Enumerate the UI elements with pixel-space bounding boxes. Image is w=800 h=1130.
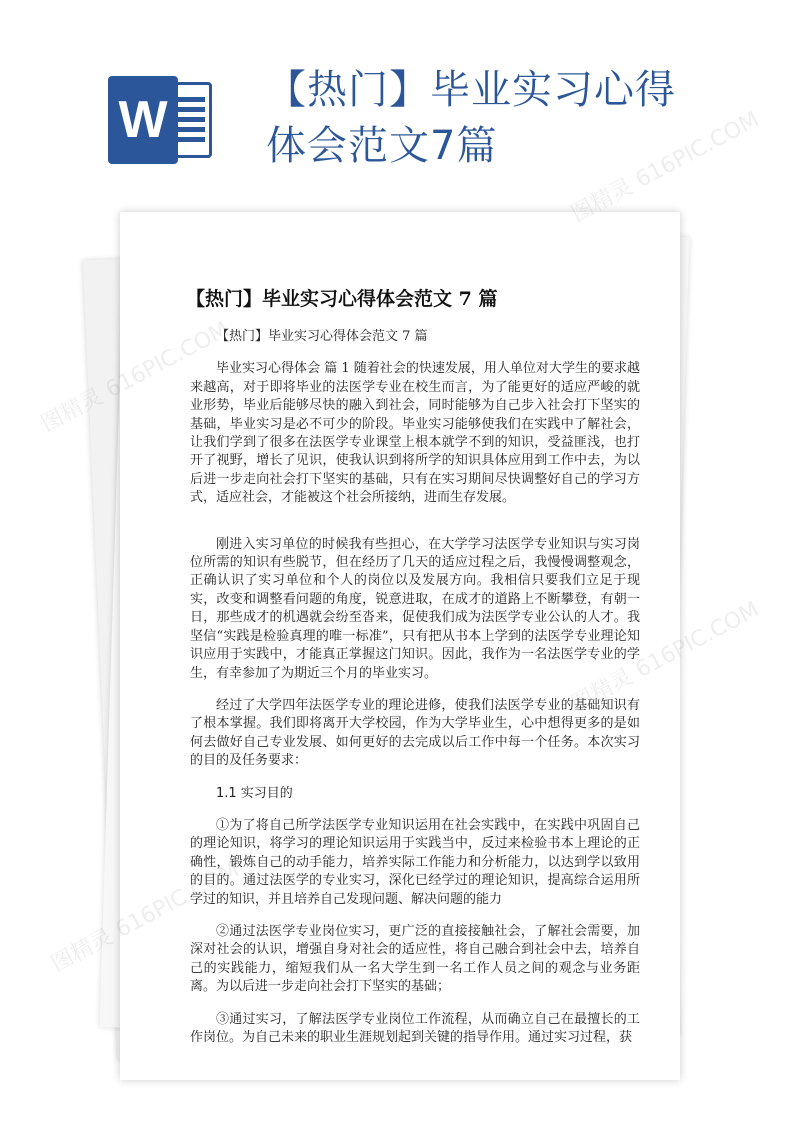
paragraph: 毕业实习心得体会 篇 1 随着社会的快速发展，用人单位对大学生的要求越来越高，对于即将毕业的法医学专业在校生而言，为了能更好的适应严峻的就业形势，毕业后能够尽快的融入到社会，同时能够为自己步入社会打下坚实的基础，毕业实习是必不可少的阶段。毕业实习能够使我们在实践中了解社会，让我们学到了很多在法医学专业课堂上根本就学不到的知识，受益匪浅，也打开了视野，增长了见识，使我认识到将所学的知识具体应用到工作中去，为以后进一步走向社会打下坚实的基础，只有在实习期间尽快调整好自己的学习方式，适应社会，才能被这个社会所接纳，进而生存发展。 xyxy=(190,361,640,506)
document-title: 【热门】毕业实习心得体会范文 7 篇 xyxy=(186,288,498,310)
document-body xyxy=(190,328,640,1061)
watermark: 图精灵 xyxy=(37,384,108,438)
watermark: 图精灵 616PIC.COM xyxy=(567,107,764,228)
paragraph: ①为了将自己所学法医学专业知识运用在社会实践中，在实践中巩固自己的理论知识，将学习的理论知识运用于实践当中，反过来检验书本上理论的正确性，锻炼自己的动手能力，培养实际工作能力和分析能力，以达到学以致用的目的。通过法医学的专业实习，深化已经学过的理论知识，提高综合运用所学过的知识，并且培养自己发现问题、解决问题的能力 xyxy=(190,817,640,907)
word-w-logo: W xyxy=(108,76,178,164)
paragraph-subtitle: 【热门】毕业实习心得体会范文 7 篇 xyxy=(216,329,428,344)
cover-title-line1: 【热门】毕业实习心得 xyxy=(266,67,676,113)
paragraph: 刚进入实习单位的时候我有些担心，在大学学习法医学专业知识与实习岗位所需的知识有些脱节，但在经历了几天的适应过程之后，我慢慢调整观念，正确认识了实习单位和个人的岗位以及发展方向。我相信只要我们立足于现实，改变和调整看问题的角度，锐意进取，在成才的道路上不断攀登，有朝一日，那些成才的机遇就会纷至沓来，促使我们成为法医学专业公认的人才。我坚信“实践是检验真理的唯一标准”，只有把从书本上学到的法医学专业理论知识应用于实践中，才能真正掌握这门知识。因此，我作为一名法医学专业的学生，有幸参加了为期近三个月的毕业实习。 xyxy=(190,536,640,681)
word-icon xyxy=(108,76,216,164)
cover-title-line2: 体会范文7篇 xyxy=(266,123,498,169)
paragraph: 经过了大学四年法医学专业的理论进修，使我们法医学专业的基础知识有了根本掌握。我们即将离开大学校园，作为大学毕业生，心中想得更多的是如何去做好自己专业发展、如何更好的去完成以后工作中每一个任务。本次实习的目的及任务要求： xyxy=(190,697,640,769)
cover-title xyxy=(266,62,766,174)
watermark: 616PIC.COM xyxy=(631,597,764,684)
section-heading: 1.1 实习目的 xyxy=(216,785,293,801)
paragraph: ②通过法医学专业岗位实习，更广泛的直接接触社会，了解社会需要，加深对社会的认识，增强自身对社会的适应性，将自己融合到社会中去，培养自己的实践能力，缩短我们从一名大学生到一名工作人员之间的观念与业务距离。为以后进一步走向社会打下坚实的基础； xyxy=(190,923,640,995)
cover-header xyxy=(0,0,800,200)
paragraph: ③通过实习，了解法医学专业岗位工作流程，从而确立自己在最擅长的工作岗位。为自己未来的职业生涯规划起到关键的指导作用。通过实习过程，获 xyxy=(190,1011,640,1045)
watermark: 图精灵 xyxy=(47,924,118,978)
